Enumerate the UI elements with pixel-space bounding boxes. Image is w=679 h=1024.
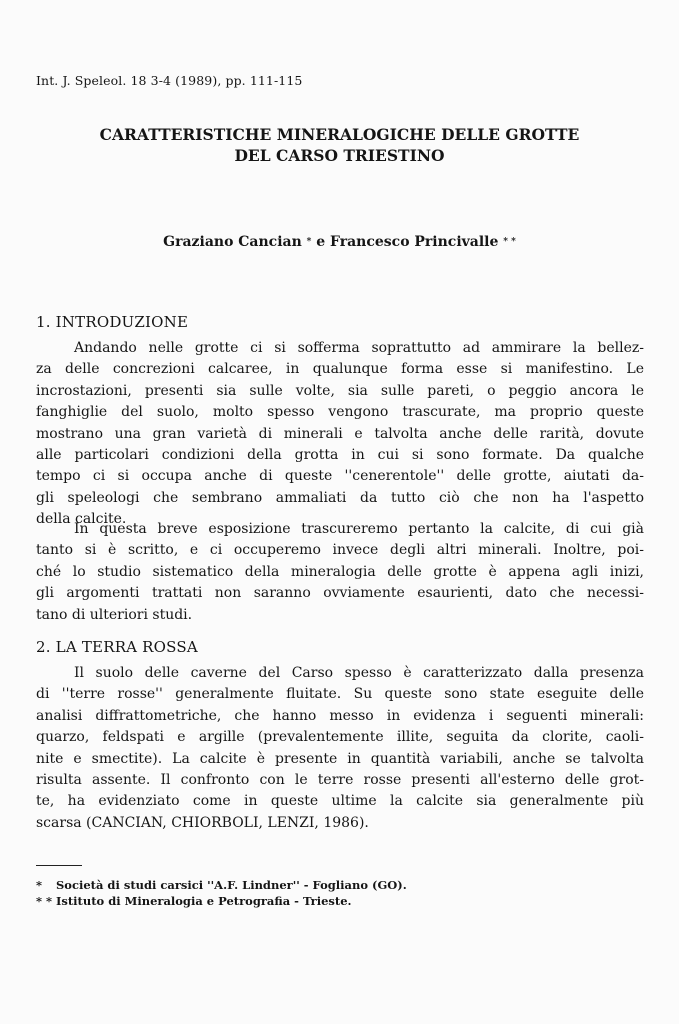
text-line: scarsa (CANCIAN, CHIORBOLI, LENZI, 1986). xyxy=(36,814,369,831)
text-line: tempo ci si occupa anche di queste ''cenerentole'' delle grotte, aiutati da- xyxy=(36,468,644,485)
paragraph xyxy=(36,338,644,531)
text-line: te, ha evidenziato come in queste ultime la calcite sia generalmente più xyxy=(36,793,644,810)
footnote-mark: * xyxy=(36,878,43,892)
article-title xyxy=(0,124,679,166)
text-line: risulta assente. Il confronto con le terre rosse presenti all'esterno delle grot- xyxy=(36,772,644,789)
author-name: Graziano Cancian xyxy=(163,234,302,250)
text-line: della calcite. xyxy=(36,511,127,528)
text-line: tano di ulteriori studi. xyxy=(36,606,193,623)
footnote-text: Società di studi carsici ''A.F. Lindner'' - Fogliano (GO). xyxy=(56,878,407,892)
text-line: alle particolari condizioni della grotta in cui si sono formate. Da qualche xyxy=(36,447,644,464)
footnote-mark: * * xyxy=(36,894,53,908)
author-line xyxy=(0,234,679,250)
footnote xyxy=(36,878,407,892)
text-line: incrostazioni, presenti sia sulle volte, sia sulle pareti, o peggio ancora le xyxy=(36,382,644,399)
author-footnote-mark: * * xyxy=(503,237,516,247)
paragraph xyxy=(36,519,644,626)
text-line: gli speleologi che sembrano ammaliati da tutto ciò che non ha l'aspetto xyxy=(36,489,644,506)
paragraph xyxy=(36,663,644,834)
text-line: nite e smectite). La calcite è presente in quantità variabili, anche se talvolta xyxy=(36,750,644,767)
section-heading: 1. INTRODUZIONE xyxy=(36,313,189,331)
author-conjunction: e xyxy=(311,234,331,250)
text-line: tanto si è scritto, e ci occuperemo invece degli altri minerali. Inoltre, poi- xyxy=(36,542,644,559)
text-line: gli argomenti trattati non saranno ovviamente esaurienti, dato che necessi- xyxy=(36,585,644,602)
author-name: Francesco Princivalle xyxy=(330,234,499,250)
text-line: analisi diffrattometriche, che hanno messo in evidenza i seguenti minerali: xyxy=(36,707,644,724)
article-title-line-2: DEL CARSO TRIESTINO xyxy=(234,146,445,165)
text-line: Il suolo delle caverne del Carso spesso è caratterizzato dalla presenza xyxy=(74,665,644,681)
text-line: ché lo studio sistematico della mineralogia delle grotte è appena agli inizi, xyxy=(36,563,644,580)
footnote-divider xyxy=(36,865,82,866)
text-line: za delle concrezioni calcaree, in qualunque forma esse si manifestino. Le xyxy=(36,361,644,378)
author-footnote-mark: * xyxy=(306,237,312,247)
text-line: di ''terre rosse'' generalmente fluitate. Su queste sono state eseguite delle xyxy=(36,686,644,703)
article-title-line-1: CARATTERISTICHE MINERALOGICHE DELLE GROTTE xyxy=(99,125,580,144)
text-line: quarzo, feldspati e argille (prevalentemente illite, seguita da clorite, caoli- xyxy=(36,729,644,746)
text-line: In questa breve esposizione trascureremo pertanto la calcite, di cui già xyxy=(74,521,644,537)
footnote-text: Istituto di Mineralogia e Petrografia - Trieste. xyxy=(56,894,352,908)
text-line: mostrano una gran varietà di minerali e talvolta anche delle rarità, dovute xyxy=(36,425,644,442)
text-line: fanghiglie del suolo, molto spesso vengono trascurate, ma proprio queste xyxy=(36,404,644,421)
journal-citation: Int. J. Speleol. 18 3-4 (1989), pp. 111-115 xyxy=(36,73,303,88)
footnote xyxy=(36,894,352,908)
section-heading: 2. LA TERRA ROSSA xyxy=(36,638,198,656)
text-line: Andando nelle grotte ci si sofferma soprattutto ad ammirare la bellez- xyxy=(74,340,644,356)
